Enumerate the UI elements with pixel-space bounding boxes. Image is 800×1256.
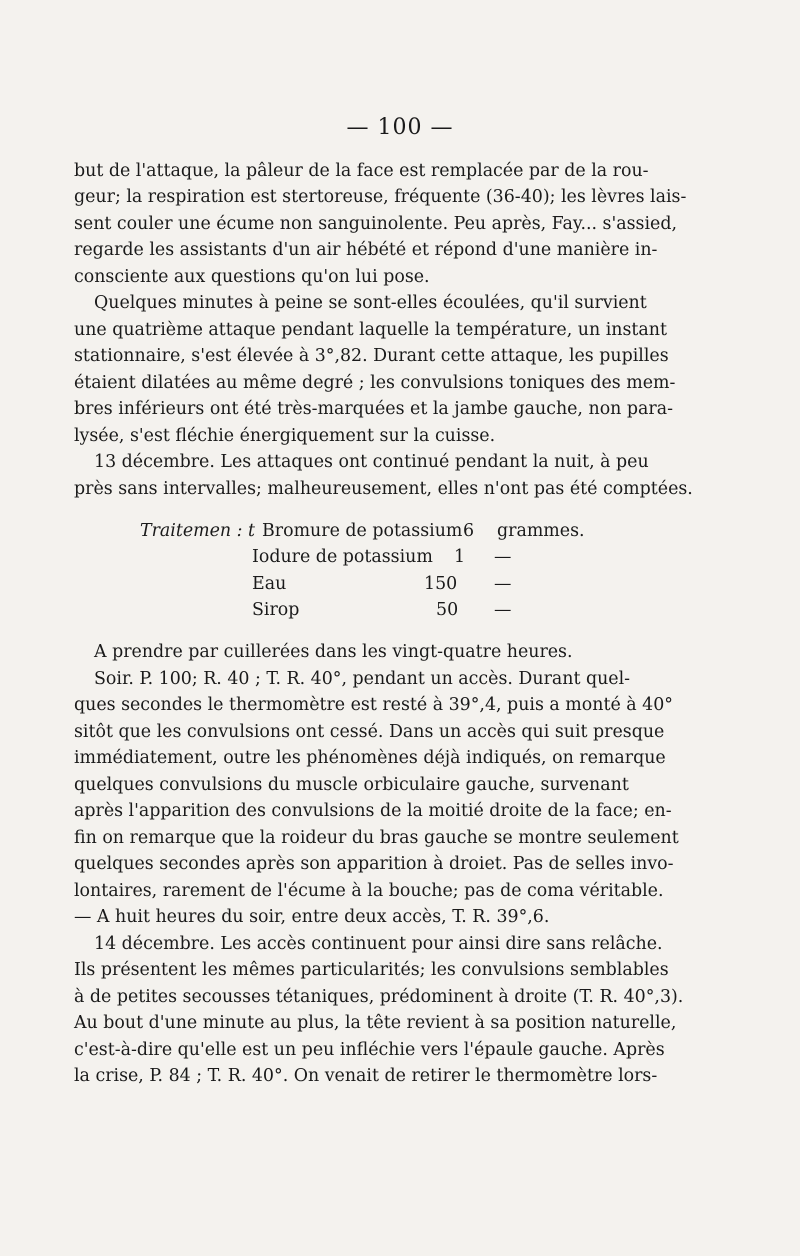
text-line: quelques convulsions du muscle orbiculaire gauche, survenant [74, 775, 629, 795]
treatment-item-unit: — [494, 574, 512, 594]
text-line: — A huit heures du soir, entre deux accès, T. R. 39°,6. [74, 907, 550, 927]
text-line: la crise, P. 84 ; T. R. 40°. On venait de retirer le thermomètre lors- [74, 1066, 658, 1086]
text-line: immédiatement, outre les phénomènes déjà indiqués, on remarque [74, 748, 666, 768]
treatment-item-name: Eau [252, 574, 287, 594]
text-line: quelques secondes après son apparition à droiet. Pas de selles invo- [74, 854, 674, 874]
text-line: sitôt que les convulsions ont cessé. Dans un accès qui suit presque [74, 722, 665, 742]
treatment-item-unit: — [494, 547, 512, 567]
text-line: Au bout d'une minute au plus, la tête revient à sa position naturelle, [74, 1013, 677, 1033]
text-line: près sans intervalles; malheureusement, elles n'ont pas été comptées. [74, 479, 693, 499]
text-line: 13 décembre. Les attaques ont continué pendant la nuit, à peu [94, 452, 649, 472]
treatment-item-name: Sirop [252, 600, 300, 620]
text-line: à de petites secousses tétaniques, prédominent à droite (T. R. 40°,3). [74, 987, 684, 1007]
text-line: lysée, s'est fléchie énergiquement sur la cuisse. [74, 426, 496, 446]
treatment-item-qty: 1 [454, 547, 466, 567]
text-line: stationnaire, s'est élevée à 3°,82. Durant cette attaque, les pupilles [74, 346, 669, 366]
text-line: geur; la respiration est stertoreuse, fréquente (36-40); les lèvres lais- [74, 187, 687, 207]
treatment-item-unit: grammes. [497, 521, 585, 541]
text-line: étaient dilatées au même degré ; les convulsions toniques des mem- [74, 373, 676, 393]
text-line: Soir. P. 100; R. 40 ; T. R. 40°, pendant un accès. Durant quel- [94, 669, 631, 689]
treatment-item-qty: 150 [424, 574, 458, 594]
text-line: ques secondes le thermomètre est resté à 39°,4, puis a monté à 40° [74, 695, 673, 715]
text-line: regarde les assistants d'un air hébété et répond d'une manière in- [74, 240, 658, 260]
page-number: — 100 — [346, 115, 454, 140]
text-line: c'est-à-dire qu'elle est un peu infléchie vers l'épaule gauche. Après [74, 1040, 665, 1060]
text-line: une quatrième attaque pendant laquelle la température, un instant [74, 320, 667, 340]
treatment-item-name: Bromure de potassium [262, 521, 463, 541]
text-line: bres inférieurs ont été très-marquées et la jambe gauche, non para- [74, 399, 673, 419]
text-line: sent couler une écume non sanguinolente. Peu après, Fay... s'assied, [74, 214, 677, 234]
treatment-item-unit: — [494, 600, 512, 620]
text-line: 14 décembre. Les accès continuent pour ainsi dire sans relâche. [94, 934, 663, 954]
treatment-item-qty: 50 [436, 600, 459, 620]
text-line: Quelques minutes à peine se sont-elles écoulées, qu'il survient [94, 293, 647, 313]
treatment-label: Traitemen : t [140, 521, 256, 541]
treatment-item-name: Iodure de potassium [252, 547, 433, 567]
text-line: fin on remarque que la roideur du bras gauche se montre seulement [74, 828, 679, 848]
treatment-item-qty: 6 [463, 521, 475, 541]
text-line: consciente aux questions qu'on lui pose. [74, 267, 430, 287]
text-line: après l'apparition des convulsions de la moitié droite de la face; en- [74, 801, 672, 821]
text-line: lontaires, rarement de l'écume à la bouche; pas de coma véritable. [74, 881, 664, 901]
treatment-instruction: A prendre par cuillerées dans les vingt-quatre heures. [94, 642, 573, 662]
text-line: Ils présentent les mêmes particularités; les convulsions semblables [74, 960, 669, 980]
text-line: but de l'attaque, la pâleur de la face est remplacée par de la rou- [74, 161, 649, 181]
